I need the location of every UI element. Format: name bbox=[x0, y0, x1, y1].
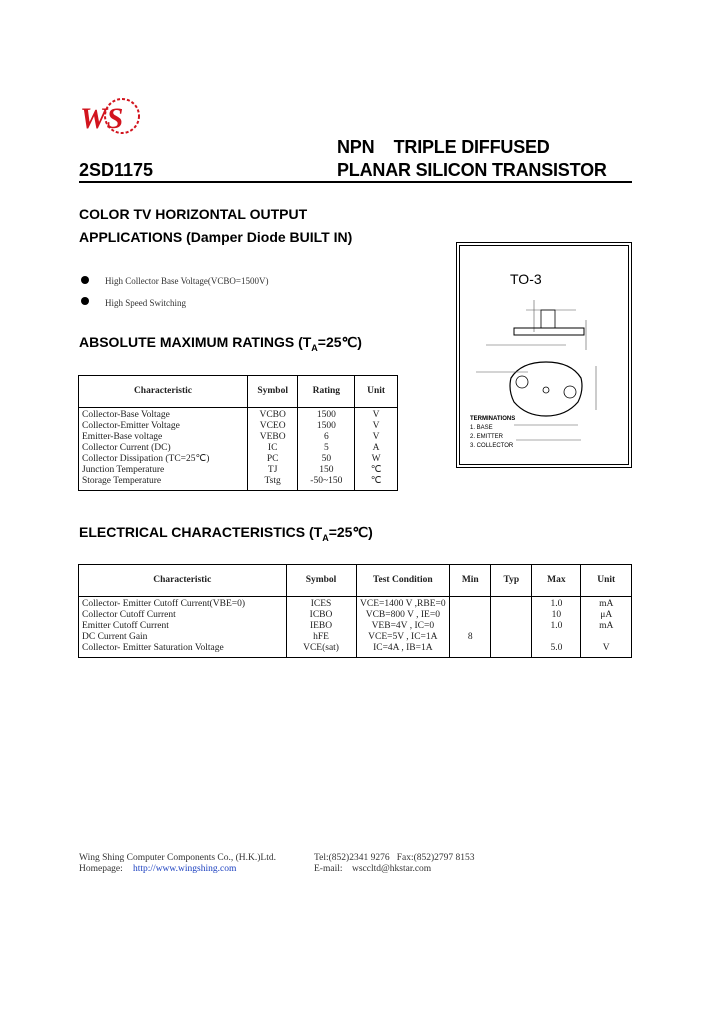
table-cell: Collector- Emitter Cutoff Current(VBE=0) bbox=[79, 597, 287, 611]
package-label: TO-3 bbox=[510, 271, 542, 287]
table-row bbox=[79, 597, 632, 611]
footer-email-label: E-mail: bbox=[314, 864, 343, 874]
table-cell: Junction Temperature bbox=[79, 465, 248, 476]
bullet-icon bbox=[81, 297, 89, 305]
table-cell: VCB=800 V , IE=0 bbox=[356, 610, 450, 621]
table-cell: VCEO bbox=[247, 421, 298, 432]
table-cell: V bbox=[355, 408, 398, 422]
table-cell: Collector Dissipation (TC=25℃) bbox=[79, 454, 248, 465]
column-header: Max bbox=[532, 565, 581, 597]
table-cell: VEBO bbox=[247, 432, 298, 443]
table-cell bbox=[450, 621, 491, 632]
column-header: Symbol bbox=[286, 565, 356, 597]
column-header: Rating bbox=[298, 376, 355, 408]
table-cell: VCE=1400 V ,RBE=0 bbox=[356, 597, 450, 611]
table-cell bbox=[581, 632, 632, 643]
column-header: Characteristic bbox=[79, 565, 287, 597]
table-cell: Emitter Cutoff Current bbox=[79, 621, 287, 632]
table-cell: TJ bbox=[247, 465, 298, 476]
abs-max-title: ABSOLUTE MAXIMUM RATINGS $(T_A=25℃)$ bbox=[79, 334, 362, 353]
title-line-1: NPN TRIPLE DIFFUSED bbox=[337, 137, 550, 157]
table-cell: -50~150 bbox=[298, 476, 355, 491]
table-cell: mA bbox=[581, 621, 632, 632]
table-cell: ICBO bbox=[286, 610, 356, 621]
table-cell: 6 bbox=[298, 432, 355, 443]
column-header: Symbol bbox=[247, 376, 298, 408]
package-drawing bbox=[466, 290, 626, 460]
table-row bbox=[79, 643, 632, 658]
table-cell: A bbox=[355, 443, 398, 454]
terminal-label: TERMINATIONS bbox=[470, 416, 516, 422]
table-cell: 150 bbox=[298, 465, 355, 476]
table-row bbox=[79, 465, 398, 476]
header-divider bbox=[79, 181, 632, 183]
table-cell: μA bbox=[581, 610, 632, 621]
footer-tel: Tel:(852)2341 9276 Fax:(852)2797 8153 bbox=[314, 853, 475, 863]
column-header: Test Condition bbox=[356, 565, 450, 597]
table-cell: IC=4A , IB=1A bbox=[356, 643, 450, 658]
column-header: Typ bbox=[491, 565, 532, 597]
table-cell: Storage Temperature bbox=[79, 476, 248, 491]
table-row bbox=[79, 432, 398, 443]
title-line-2: PLANAR SILICON TRANSISTOR bbox=[337, 160, 607, 180]
table-cell: 1.0 bbox=[532, 621, 581, 632]
table-cell: 1500 bbox=[298, 408, 355, 422]
table-row bbox=[79, 454, 398, 465]
table-cell: 5.0 bbox=[532, 643, 581, 658]
table-cell: IC bbox=[247, 443, 298, 454]
table-cell: mA bbox=[581, 597, 632, 611]
elec-table bbox=[78, 564, 632, 658]
footer-homepage-link[interactable]: http://www.wingshing.com bbox=[133, 864, 237, 874]
table-cell: Collector- Emitter Saturation Voltage bbox=[79, 643, 287, 658]
table-cell: ℃ bbox=[355, 465, 398, 476]
table-cell: 50 bbox=[298, 454, 355, 465]
footer-homepage-label: Homepage: bbox=[79, 864, 123, 874]
table-cell: Collector-Base Voltage bbox=[79, 408, 248, 422]
feature-item: High Collector Base Voltage(VCBO=1500V) bbox=[105, 276, 269, 286]
table-cell: Tstg bbox=[247, 476, 298, 491]
table-cell: VCE=5V , IC=1A bbox=[356, 632, 450, 643]
table-row bbox=[79, 632, 632, 643]
terminal-label: 2. EMITTER bbox=[470, 434, 504, 440]
column-header: Unit bbox=[581, 565, 632, 597]
logo-text: WS bbox=[80, 102, 124, 135]
table-cell: ICES bbox=[286, 597, 356, 611]
table-row bbox=[79, 421, 398, 432]
table-row bbox=[79, 408, 398, 422]
terminal-label: 1. BASE bbox=[470, 425, 493, 431]
application-line-1: COLOR TV HORIZONTAL OUTPUT bbox=[79, 206, 308, 222]
table-cell: V bbox=[355, 421, 398, 432]
table-cell: V bbox=[581, 643, 632, 658]
table-cell: W bbox=[355, 454, 398, 465]
table-cell bbox=[491, 621, 532, 632]
elec-title: ELECTRICAL CHARACTERISTICS $(T_A=25℃)$ bbox=[79, 524, 373, 543]
table-cell: IEBO bbox=[286, 621, 356, 632]
footer-email[interactable]: wsccltd@hkstar.com bbox=[352, 864, 432, 874]
table-cell bbox=[450, 610, 491, 621]
table-cell: DC Current Gain bbox=[79, 632, 287, 643]
table-cell bbox=[532, 632, 581, 643]
table-cell: 10 bbox=[532, 610, 581, 621]
table-cell bbox=[450, 643, 491, 658]
table-row bbox=[79, 610, 632, 621]
table-cell bbox=[491, 632, 532, 643]
table-row bbox=[79, 621, 632, 632]
column-header: Characteristic bbox=[79, 376, 248, 408]
company-logo bbox=[78, 96, 142, 140]
table-cell: 5 bbox=[298, 443, 355, 454]
terminal-label: 3. COLLECTOR bbox=[470, 443, 514, 449]
table-cell bbox=[491, 643, 532, 658]
table-cell bbox=[450, 597, 491, 611]
part-number: 2SD1175 bbox=[79, 160, 154, 180]
table-cell: Collector Cutoff Current bbox=[79, 610, 287, 621]
table-cell: 1.0 bbox=[532, 597, 581, 611]
table-cell: hFE bbox=[286, 632, 356, 643]
table-cell: Collector-Emitter Voltage bbox=[79, 421, 248, 432]
table-cell: PC bbox=[247, 454, 298, 465]
footer-company: Wing Shing Computer Components Co., (H.K.)Ltd. bbox=[79, 853, 276, 863]
feature-item: High Speed Switching bbox=[105, 298, 186, 308]
table-cell: VEB=4V , IC=0 bbox=[356, 621, 450, 632]
table-cell bbox=[491, 610, 532, 621]
bullet-icon bbox=[81, 276, 89, 284]
table-cell: 1500 bbox=[298, 421, 355, 432]
table-cell: V bbox=[355, 432, 398, 443]
table-cell: ℃ bbox=[355, 476, 398, 491]
column-header: Min bbox=[450, 565, 491, 597]
application-line-2: APPLICATIONS (Damper Diode BUILT IN) bbox=[79, 229, 353, 245]
table-cell: 8 bbox=[450, 632, 491, 643]
table-cell bbox=[491, 597, 532, 611]
column-header: Unit bbox=[355, 376, 398, 408]
table-cell: VCBO bbox=[247, 408, 298, 422]
table-cell: Collector Current (DC) bbox=[79, 443, 248, 454]
table-cell: VCE(sat) bbox=[286, 643, 356, 658]
table-row bbox=[79, 476, 398, 491]
table-cell: Emitter-Base voltage bbox=[79, 432, 248, 443]
table-row bbox=[79, 443, 398, 454]
abs-max-table bbox=[78, 375, 398, 491]
